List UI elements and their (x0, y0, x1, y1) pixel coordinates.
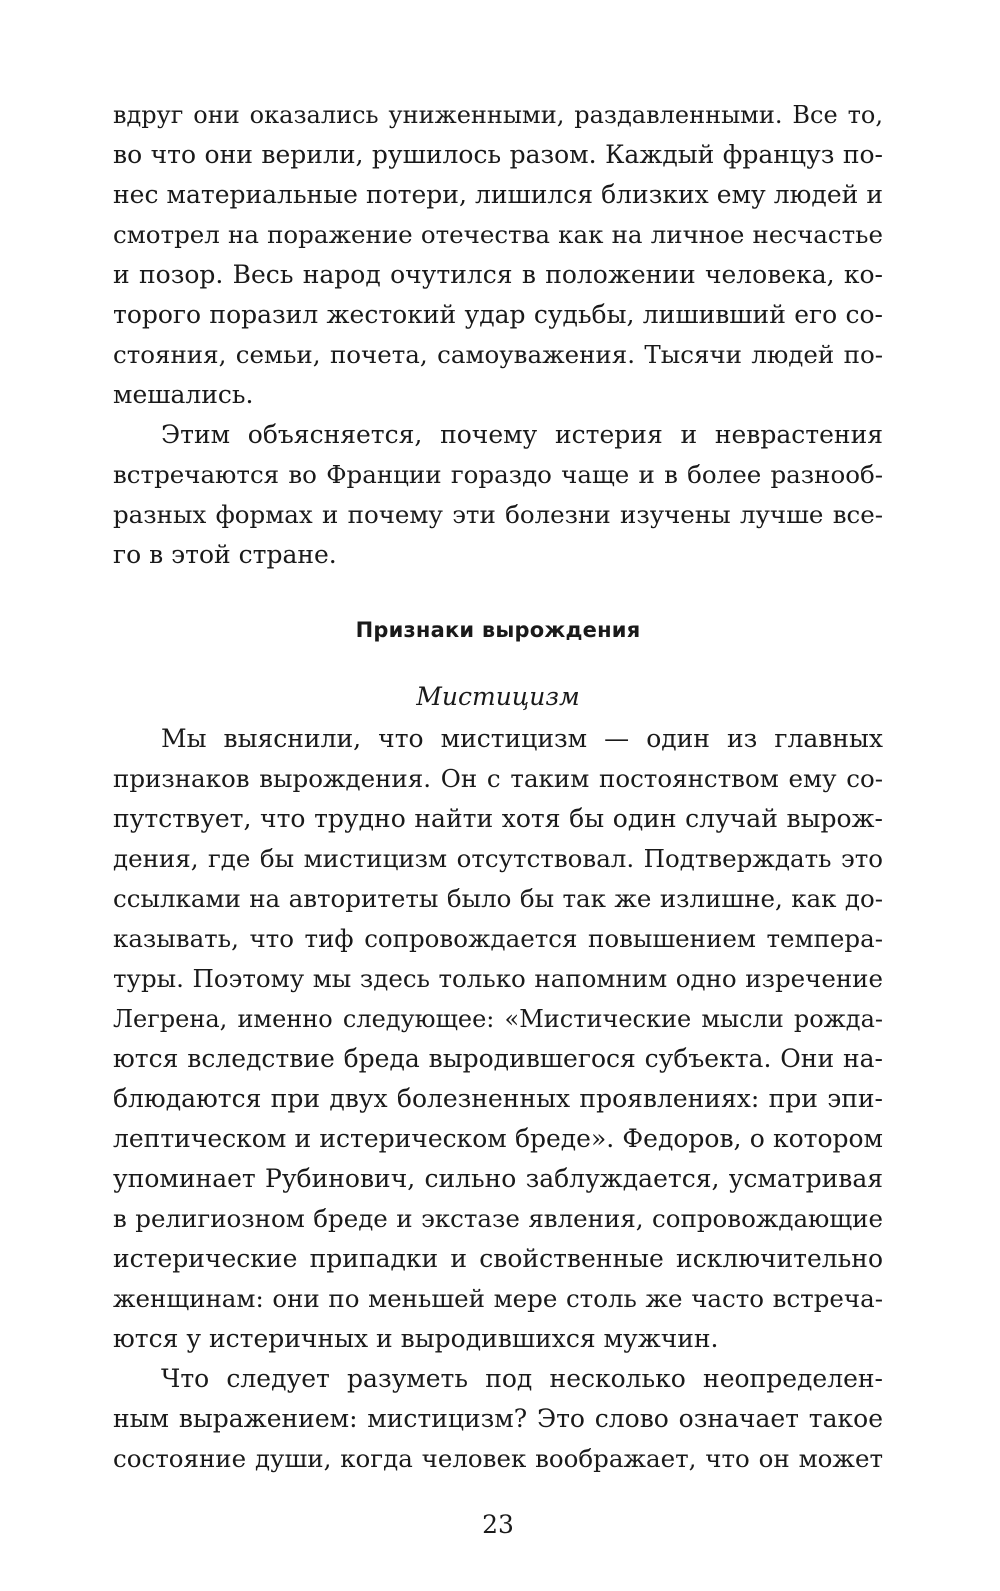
text-line: в религиозном бреде и экстазе явления, сопровождающие (113, 1204, 883, 1233)
subsection-heading: Мистицизм (416, 682, 580, 711)
text-line: женщинам: они по меньшей мере столь же часто встреча- (113, 1284, 883, 1313)
text-line: дения, где бы мистицизм отсутствовал. Подтверждать это (113, 844, 883, 873)
text-line: признаков вырождения. Он с таким постоянством ему со- (113, 764, 883, 793)
text-line: ссылками на авторитеты было бы так же излишне, как до- (113, 884, 883, 913)
text-line: го в этой стране. (113, 540, 337, 569)
text-line: Что следует разуметь под несколько неопределен- (161, 1364, 883, 1393)
text-line: ются вследствие бреда выродившегося субъекта. Они на- (113, 1044, 883, 1073)
text-line: мешались. (113, 380, 254, 409)
book-page (113, 95, 883, 1591)
page-number: 23 (482, 1510, 514, 1539)
text-line: торого поразил жестокий удар судьбы, лишивший его со- (113, 300, 883, 329)
text-line: туры. Поэтому мы здесь только напомним одно изречение (113, 964, 883, 993)
text-line: Этим объясняется, почему истерия и неврастения (161, 420, 883, 449)
text-line: Легрена, именно следующее: «Мистические мысли рожда- (113, 1005, 883, 1033)
text-line: во что они верили, рушилось разом. Каждый француз по- (113, 140, 883, 169)
text-line: встречаются во Франции гораздо чаще и в более разнооб- (113, 460, 883, 489)
text-line: истерические припадки и свойственные исключительно (113, 1244, 883, 1273)
section-heading: Признаки вырождения (355, 618, 641, 642)
text-line: вдруг они оказались униженными, раздавленными. Все то, (113, 101, 883, 129)
text-line: ным выражением: мистицизм? Это слово означает такое (113, 1404, 883, 1433)
text-line: состояние души, когда человек воображает, что он может (113, 1444, 883, 1473)
text-line: лептическом и истерическом бреде». Федоров, о котором (113, 1124, 883, 1153)
text-line: путствует, что трудно найти хотя бы один случай вырож- (113, 804, 883, 833)
text-line: ются у истеричных и выродившихся мужчин. (113, 1324, 719, 1353)
text-line: казывать, что тиф сопровождается повышением темпера- (113, 924, 883, 953)
text-line: Мы выяснили, что мистицизм — один из главных (161, 724, 883, 753)
text-line: и позор. Весь народ очутился в положении человека, ко- (113, 260, 883, 289)
text-line: блюдаются при двух болезненных проявлениях: при эпи- (113, 1084, 883, 1113)
text-line: разных формах и почему эти болезни изучены лучше все- (113, 500, 883, 529)
text-line: стояния, семьи, почета, самоуважения. Тысячи людей по- (113, 340, 883, 369)
text-line: нес материальные потери, лишился близких ему людей и (113, 180, 883, 209)
text-line: смотрел на поражение отечества как на личное несчастье (113, 220, 883, 249)
text-line: упоминает Рубинович, сильно заблуждается, усматривая (113, 1164, 883, 1193)
